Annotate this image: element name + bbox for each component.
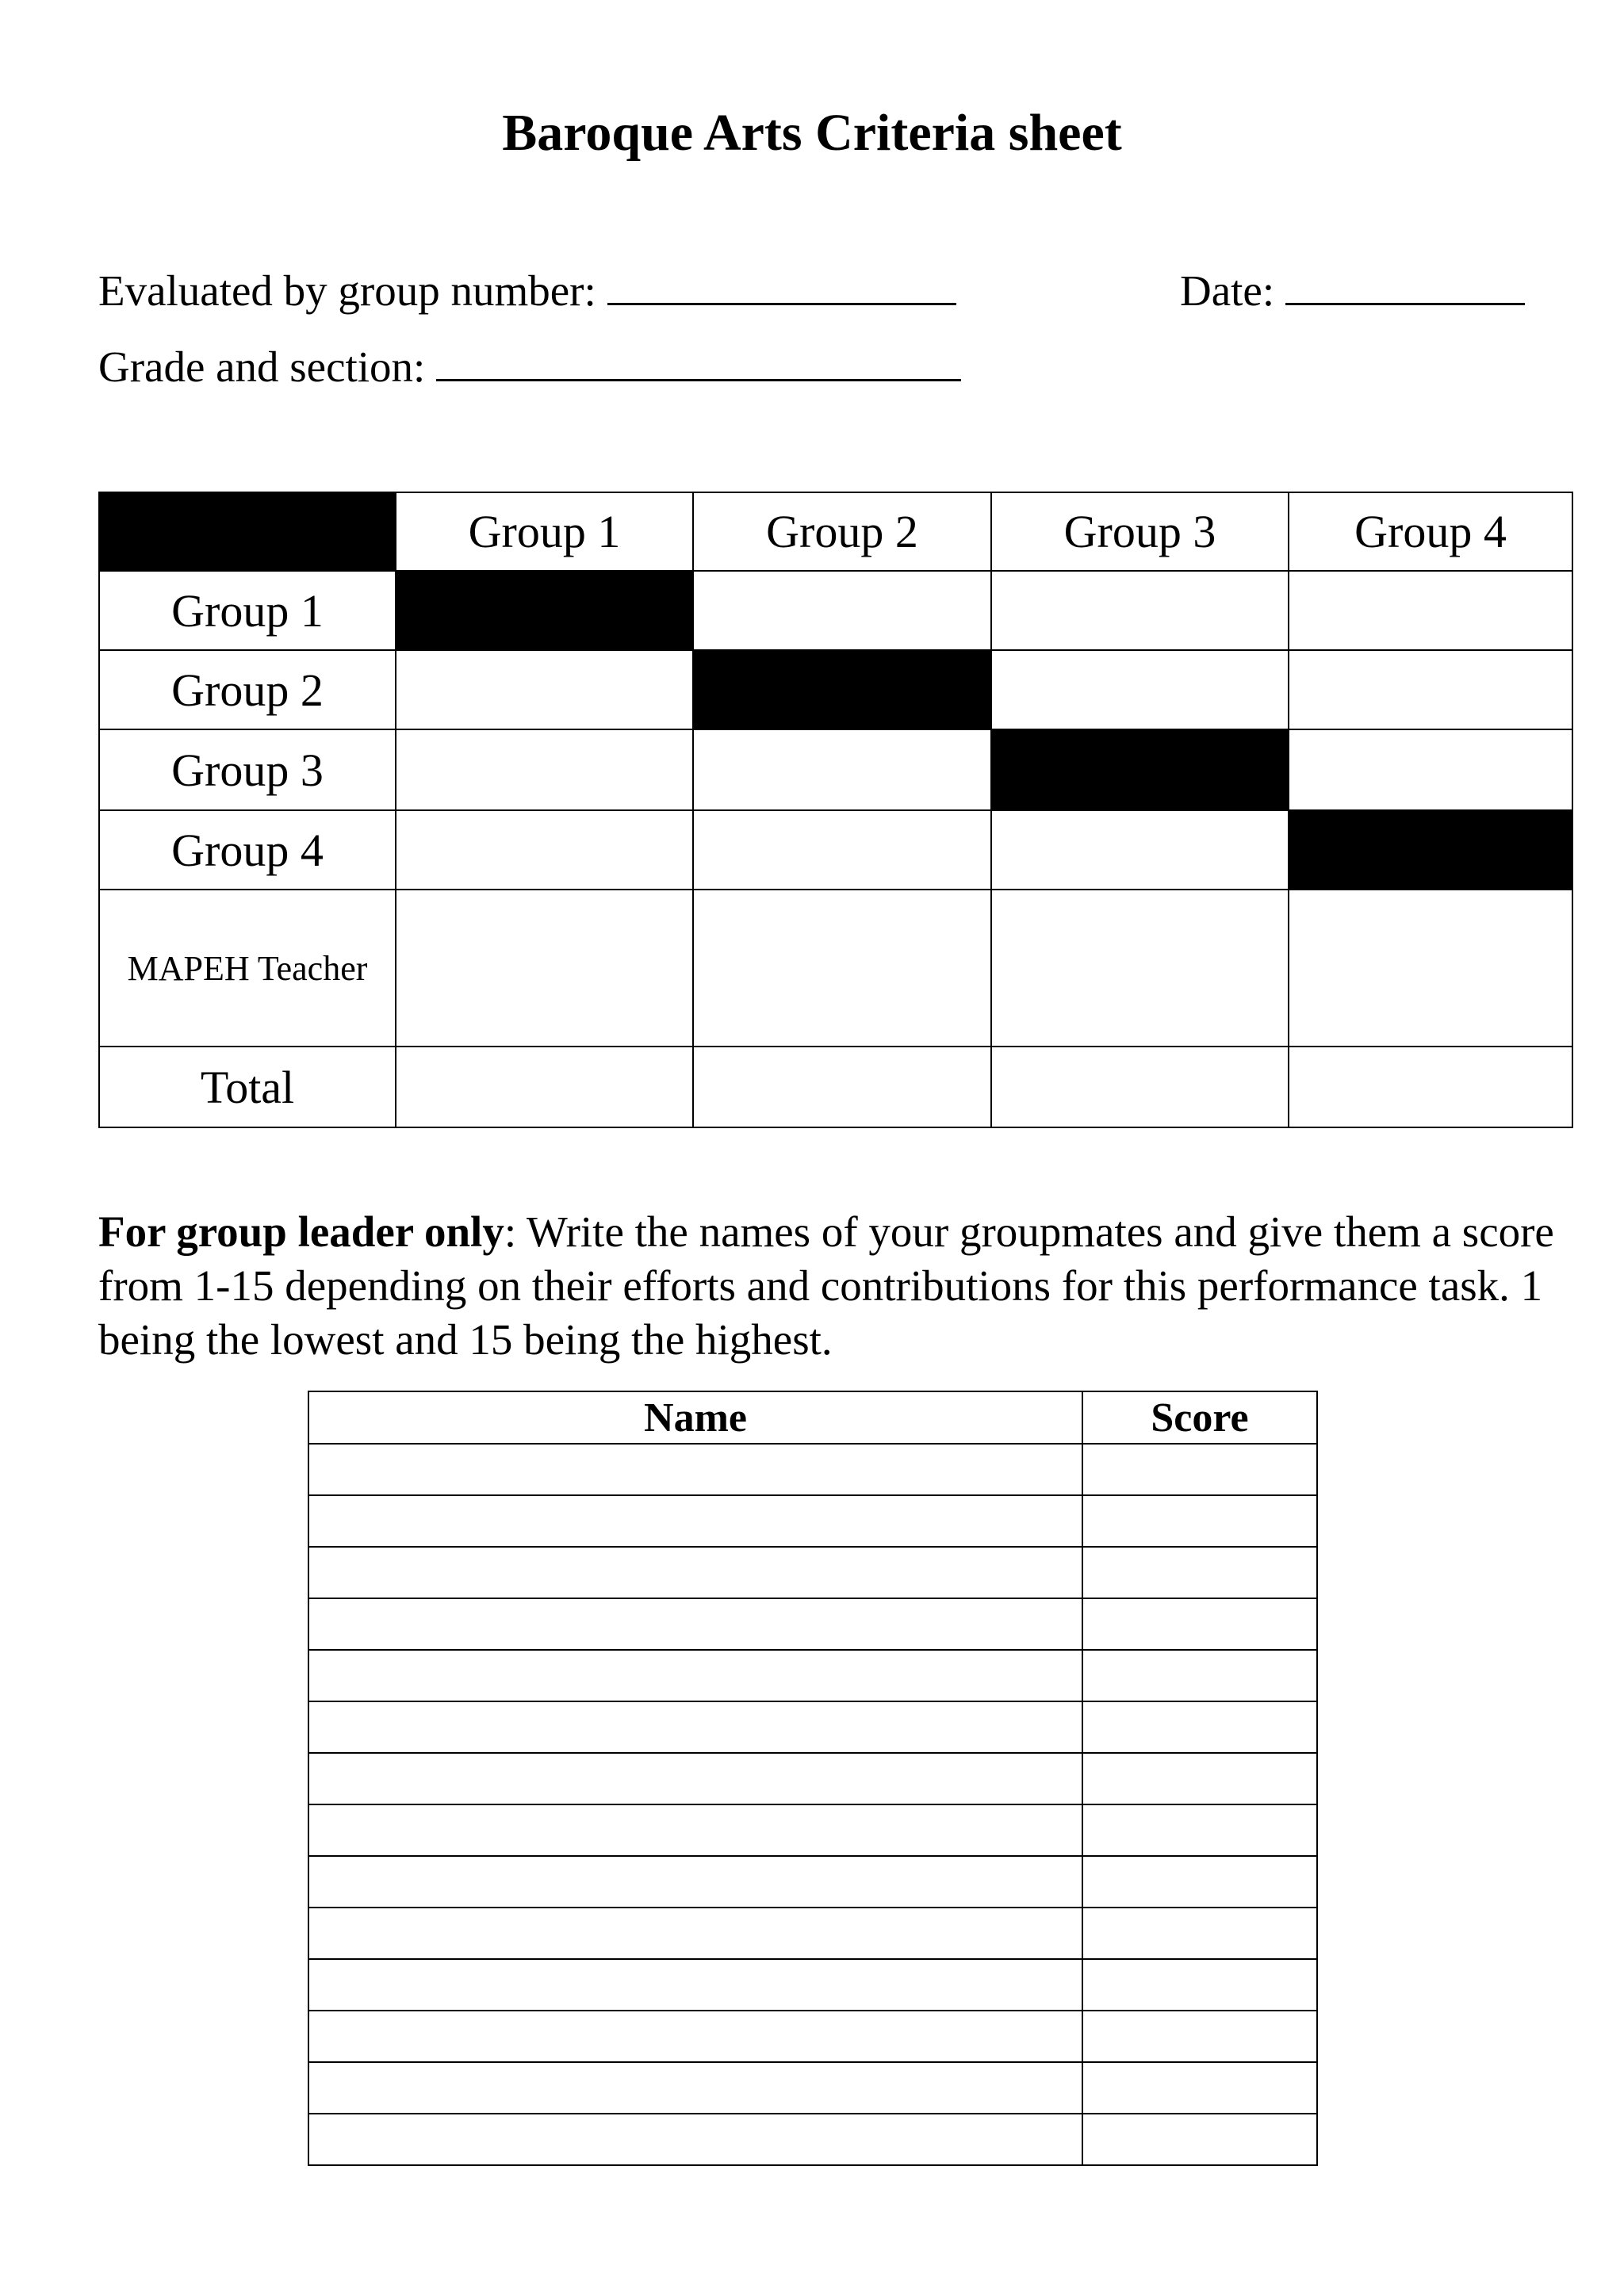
score-cell[interactable]: [1082, 1598, 1317, 1650]
total-cell[interactable]: [1289, 1047, 1572, 1127]
name-cell[interactable]: [308, 1753, 1082, 1804]
score-cell[interactable]: [1289, 571, 1572, 650]
date-field: [1180, 263, 1525, 317]
score-cell[interactable]: [991, 810, 1289, 890]
total-cell[interactable]: [396, 1047, 693, 1127]
row-header: Group 3: [99, 729, 396, 810]
score-cell[interactable]: [1082, 1444, 1317, 1495]
score-cell[interactable]: [1082, 2011, 1317, 2062]
score-cell[interactable]: [1082, 1959, 1317, 2011]
score-cell[interactable]: [396, 650, 693, 729]
total-row-label: Total: [99, 1047, 396, 1127]
names-header-row: [308, 1391, 1317, 1444]
score-cell[interactable]: [396, 729, 693, 810]
score-cell[interactable]: [693, 890, 991, 1047]
table-row: [308, 1650, 1317, 1701]
table-row: [308, 1547, 1317, 1598]
page-title: Baroque Arts Criteria sheet: [502, 104, 1122, 162]
name-cell[interactable]: [308, 1701, 1082, 1753]
blocked-cell: [693, 650, 991, 729]
date-label: Date:: [1180, 266, 1275, 315]
table-row: [308, 1959, 1317, 2011]
score-cell[interactable]: [1082, 2114, 1317, 2165]
evaluated-by-blank[interactable]: [607, 263, 956, 305]
score-cell[interactable]: [1082, 1804, 1317, 1856]
score-cell[interactable]: [693, 571, 991, 650]
instructions-text: : Write the names of your groupmates and give them a score from 1-15 depending on their efforts and contributions for this performance task. 1 being the lowest and 15 being the highest.: [98, 1207, 1554, 1364]
name-cell[interactable]: [308, 1650, 1082, 1701]
score-cell[interactable]: [1289, 890, 1572, 1047]
blocked-cell: [396, 571, 693, 650]
matrix-row: [99, 729, 1572, 810]
table-row: [308, 2011, 1317, 2062]
table-row: [308, 2114, 1317, 2165]
matrix-row: [99, 650, 1572, 729]
score-cell[interactable]: [1082, 1753, 1317, 1804]
table-row: [308, 1856, 1317, 1908]
peer-evaluation-matrix: [98, 492, 1573, 1128]
table-row: [308, 1701, 1317, 1753]
score-cell[interactable]: [1082, 1495, 1317, 1547]
score-cell[interactable]: [1082, 1547, 1317, 1598]
score-cell[interactable]: [1082, 1908, 1317, 1959]
column-header: Group 2: [693, 492, 991, 571]
score-cell[interactable]: [396, 810, 693, 890]
table-row: [308, 2062, 1317, 2114]
name-cell[interactable]: [308, 2062, 1082, 2114]
date-blank[interactable]: [1285, 263, 1525, 305]
name-cell[interactable]: [308, 2114, 1082, 2165]
score-cell[interactable]: [1082, 1701, 1317, 1753]
table-row: [308, 1495, 1317, 1547]
name-cell[interactable]: [308, 1959, 1082, 2011]
column-header: Group 4: [1289, 492, 1572, 571]
score-cell[interactable]: [693, 729, 991, 810]
table-row: [308, 1444, 1317, 1495]
name-cell[interactable]: [308, 1444, 1082, 1495]
table-row: [308, 1908, 1317, 1959]
name-cell[interactable]: [308, 1495, 1082, 1547]
score-cell[interactable]: [1289, 729, 1572, 810]
score-cell[interactable]: [1082, 1650, 1317, 1701]
teacher-row: [99, 890, 1572, 1047]
blocked-cell: [991, 729, 1289, 810]
score-cell[interactable]: [991, 650, 1289, 729]
grade-section-label: Grade and section:: [98, 342, 426, 391]
score-cell[interactable]: [693, 810, 991, 890]
score-cell[interactable]: [1082, 2062, 1317, 2114]
score-cell[interactable]: [1289, 650, 1572, 729]
evaluated-by-field: [98, 263, 956, 317]
score-cell[interactable]: [991, 890, 1289, 1047]
table-row: [308, 1753, 1317, 1804]
evaluated-by-label: Evaluated by group number:: [98, 266, 596, 315]
column-header: Group 1: [396, 492, 693, 571]
name-cell[interactable]: [308, 1598, 1082, 1650]
name-cell[interactable]: [308, 1804, 1082, 1856]
name-cell[interactable]: [308, 1856, 1082, 1908]
matrix-corner-cell: [99, 492, 396, 571]
total-cell[interactable]: [693, 1047, 991, 1127]
table-row: [308, 1598, 1317, 1650]
score-cell[interactable]: [396, 890, 693, 1047]
name-column-header: Name: [308, 1391, 1082, 1444]
instructions-bold-lead: For group leader only: [98, 1207, 504, 1256]
name-cell[interactable]: [308, 1908, 1082, 1959]
table-row: [308, 1804, 1317, 1856]
name-cell[interactable]: [308, 1547, 1082, 1598]
blocked-cell: [1289, 810, 1572, 890]
row-header: Group 2: [99, 650, 396, 729]
score-cell[interactable]: [991, 571, 1289, 650]
group-leader-instructions: [98, 1205, 1573, 1367]
groupmates-score-table: [308, 1391, 1318, 2166]
row-header: Group 4: [99, 810, 396, 890]
grade-section-blank[interactable]: [436, 339, 961, 381]
matrix-row: [99, 810, 1572, 890]
teacher-row-label: MAPEH Teacher: [99, 890, 396, 1047]
total-cell[interactable]: [991, 1047, 1289, 1127]
score-column-header: Score: [1082, 1391, 1317, 1444]
total-row: [99, 1047, 1572, 1127]
matrix-header-row: [99, 492, 1572, 571]
row-header: Group 1: [99, 571, 396, 650]
column-header: Group 3: [991, 492, 1289, 571]
matrix-row: [99, 571, 1572, 650]
grade-section-field: [98, 339, 961, 393]
name-cell[interactable]: [308, 2011, 1082, 2062]
score-cell[interactable]: [1082, 1856, 1317, 1908]
